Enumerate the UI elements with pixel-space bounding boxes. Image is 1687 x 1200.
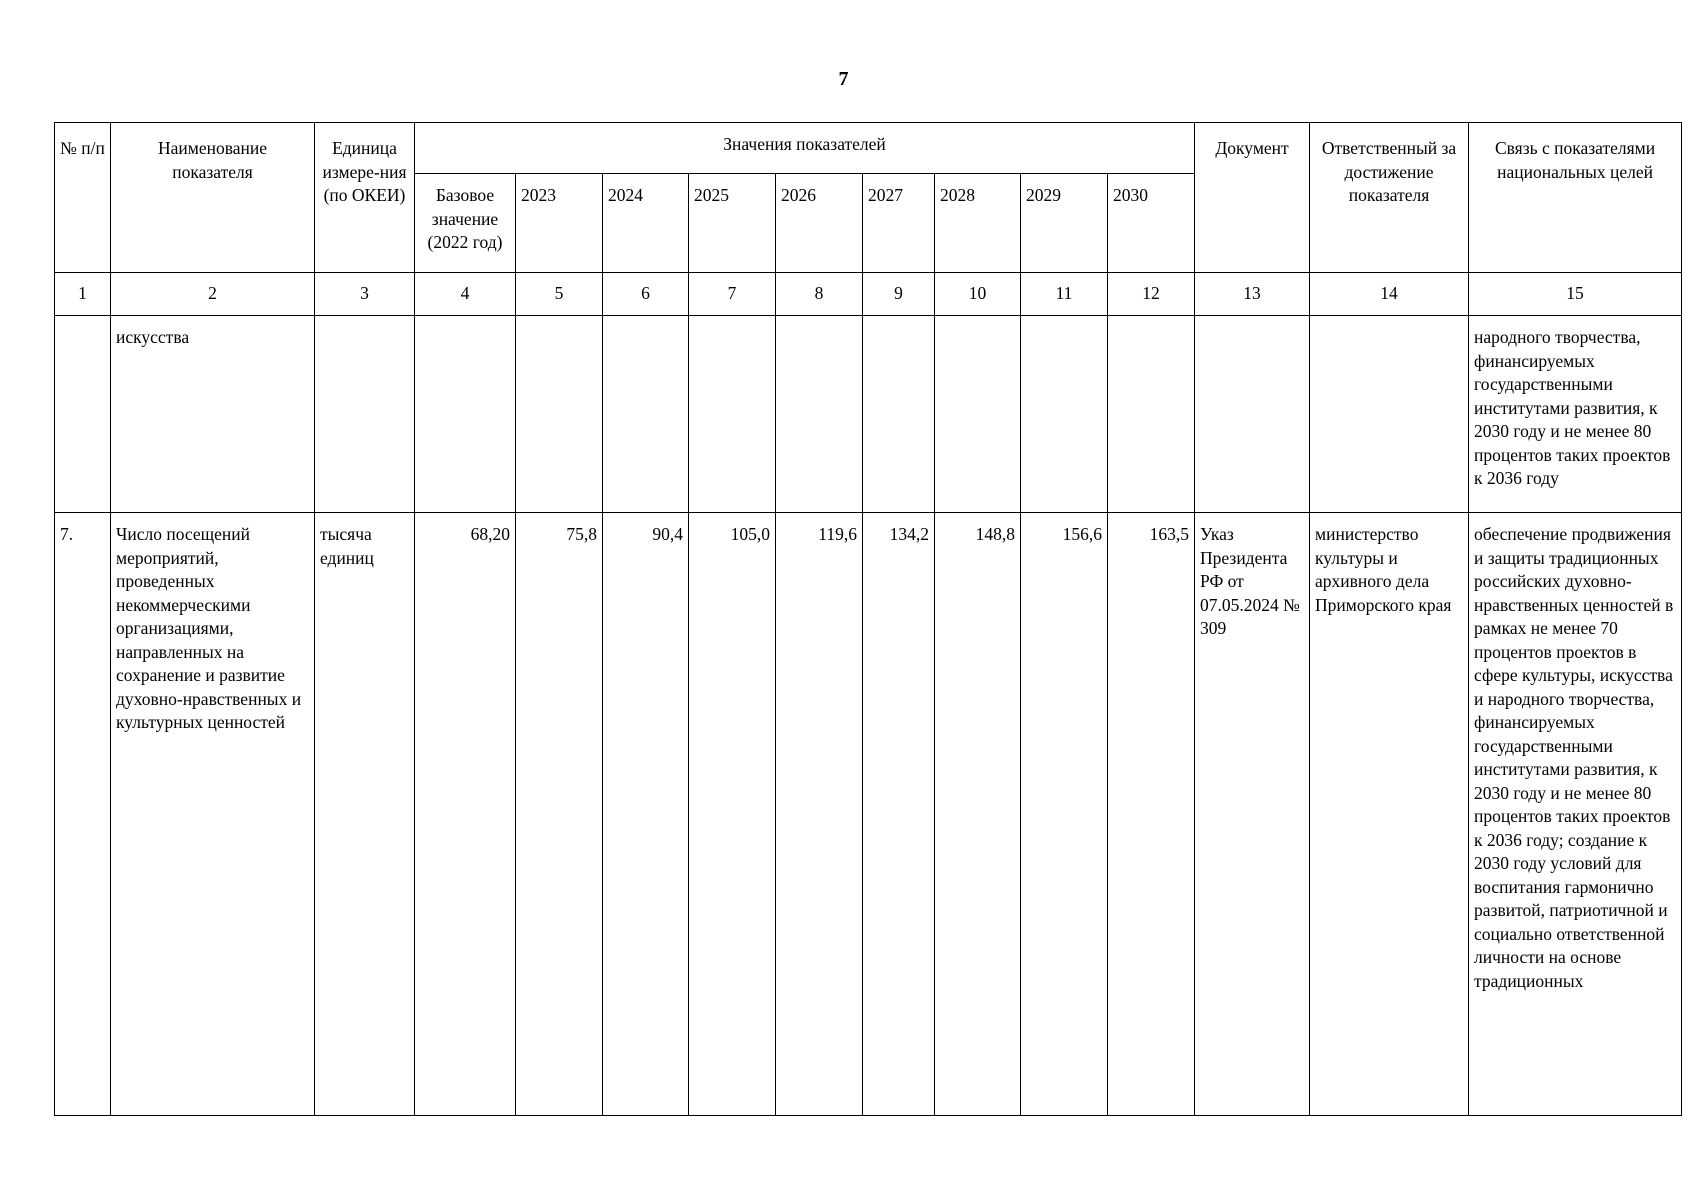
row-value: 134,2: [863, 513, 935, 1116]
column-number: 6: [603, 273, 689, 316]
column-number: 3: [315, 273, 415, 316]
column-number-row: [55, 273, 1682, 316]
row-base: [415, 316, 516, 513]
table-row: [55, 513, 1682, 1116]
header-responsible: Ответственный за достижение показателя: [1310, 123, 1469, 273]
row-value: 156,6: [1021, 513, 1108, 1116]
row-value: [863, 316, 935, 513]
column-number: 9: [863, 273, 935, 316]
header-document: Документ: [1195, 123, 1310, 273]
column-number: 15: [1469, 273, 1682, 316]
row-num: 7.: [55, 513, 111, 1116]
row-value: 105,0: [689, 513, 776, 1116]
header-unit: Единица измере-ния (по ОКЕИ): [315, 123, 415, 273]
header-year: 2029: [1021, 174, 1108, 273]
column-number: 11: [1021, 273, 1108, 316]
row-value: [516, 316, 603, 513]
header-base: Базовое значение (2022 год): [415, 174, 516, 273]
column-number: 4: [415, 273, 516, 316]
header-year: 2026: [776, 174, 863, 273]
row-value: 75,8: [516, 513, 603, 1116]
column-number: 2: [111, 273, 315, 316]
row-link: обеспечение продвижения и защиты традиционных российских духовно-нравственных ценностей в рамках не менее 70 процентов проектов в сфере культуры, искусства и народного творчества, финансируемых государственными институтами развития, к 2030 году и не менее 80 процентов таких проектов к 2036 году; создание к 2030 году условий для воспитания гармонично развитой, патриотичной и социально ответственной личности на основе традиционных: [1469, 513, 1682, 1116]
row-responsible: министерство культуры и архивного дела Приморского края: [1310, 513, 1469, 1116]
row-value: [689, 316, 776, 513]
header-year: 2025: [689, 174, 776, 273]
row-name: Число посещений мероприятий, проведенных некоммерческими организациями, направленных на сохранение и развитие духовно-нравственных и культурных ценностей: [111, 513, 315, 1116]
column-number: 13: [1195, 273, 1310, 316]
header-year: 2028: [935, 174, 1021, 273]
row-responsible: [1310, 316, 1469, 513]
row-value: 148,8: [935, 513, 1021, 1116]
row-value: 163,5: [1108, 513, 1195, 1116]
column-number: 10: [935, 273, 1021, 316]
header-year: 2024: [603, 174, 689, 273]
column-number: 7: [689, 273, 776, 316]
row-document: [1195, 316, 1310, 513]
header-values: Значения показателей: [415, 123, 1195, 174]
column-number: 12: [1108, 273, 1195, 316]
header-year: 2023: [516, 174, 603, 273]
header-link: Связь с показателями национальных целей: [1469, 123, 1682, 273]
column-number: 8: [776, 273, 863, 316]
table-header-row: [55, 123, 1682, 174]
row-value: [935, 316, 1021, 513]
row-document: Указ Президента РФ от 07.05.2024 № 309: [1195, 513, 1310, 1116]
header-name: Наименование показателя: [111, 123, 315, 273]
header-num: № п/п: [55, 123, 111, 273]
header-year: 2027: [863, 174, 935, 273]
row-value: [603, 316, 689, 513]
row-name: искусства: [111, 316, 315, 513]
table-row: [55, 316, 1682, 513]
row-value: [1108, 316, 1195, 513]
row-unit: тысяча единиц: [315, 513, 415, 1116]
page-number: 7: [838, 68, 849, 90]
row-value: 119,6: [776, 513, 863, 1116]
row-unit: [315, 316, 415, 513]
column-number: 1: [55, 273, 111, 316]
column-number: 5: [516, 273, 603, 316]
column-number: 14: [1310, 273, 1469, 316]
row-value: [1021, 316, 1108, 513]
row-base: 68,20: [415, 513, 516, 1116]
header-year: 2030: [1108, 174, 1195, 273]
indicators-table: [54, 122, 1682, 1116]
row-value: [776, 316, 863, 513]
row-num: [55, 316, 111, 513]
row-link: народного творчества, финансируемых государственными институтами развития, к 2030 году и не менее 80 процентов таких проектов к 2036 году: [1469, 316, 1682, 513]
row-value: 90,4: [603, 513, 689, 1116]
